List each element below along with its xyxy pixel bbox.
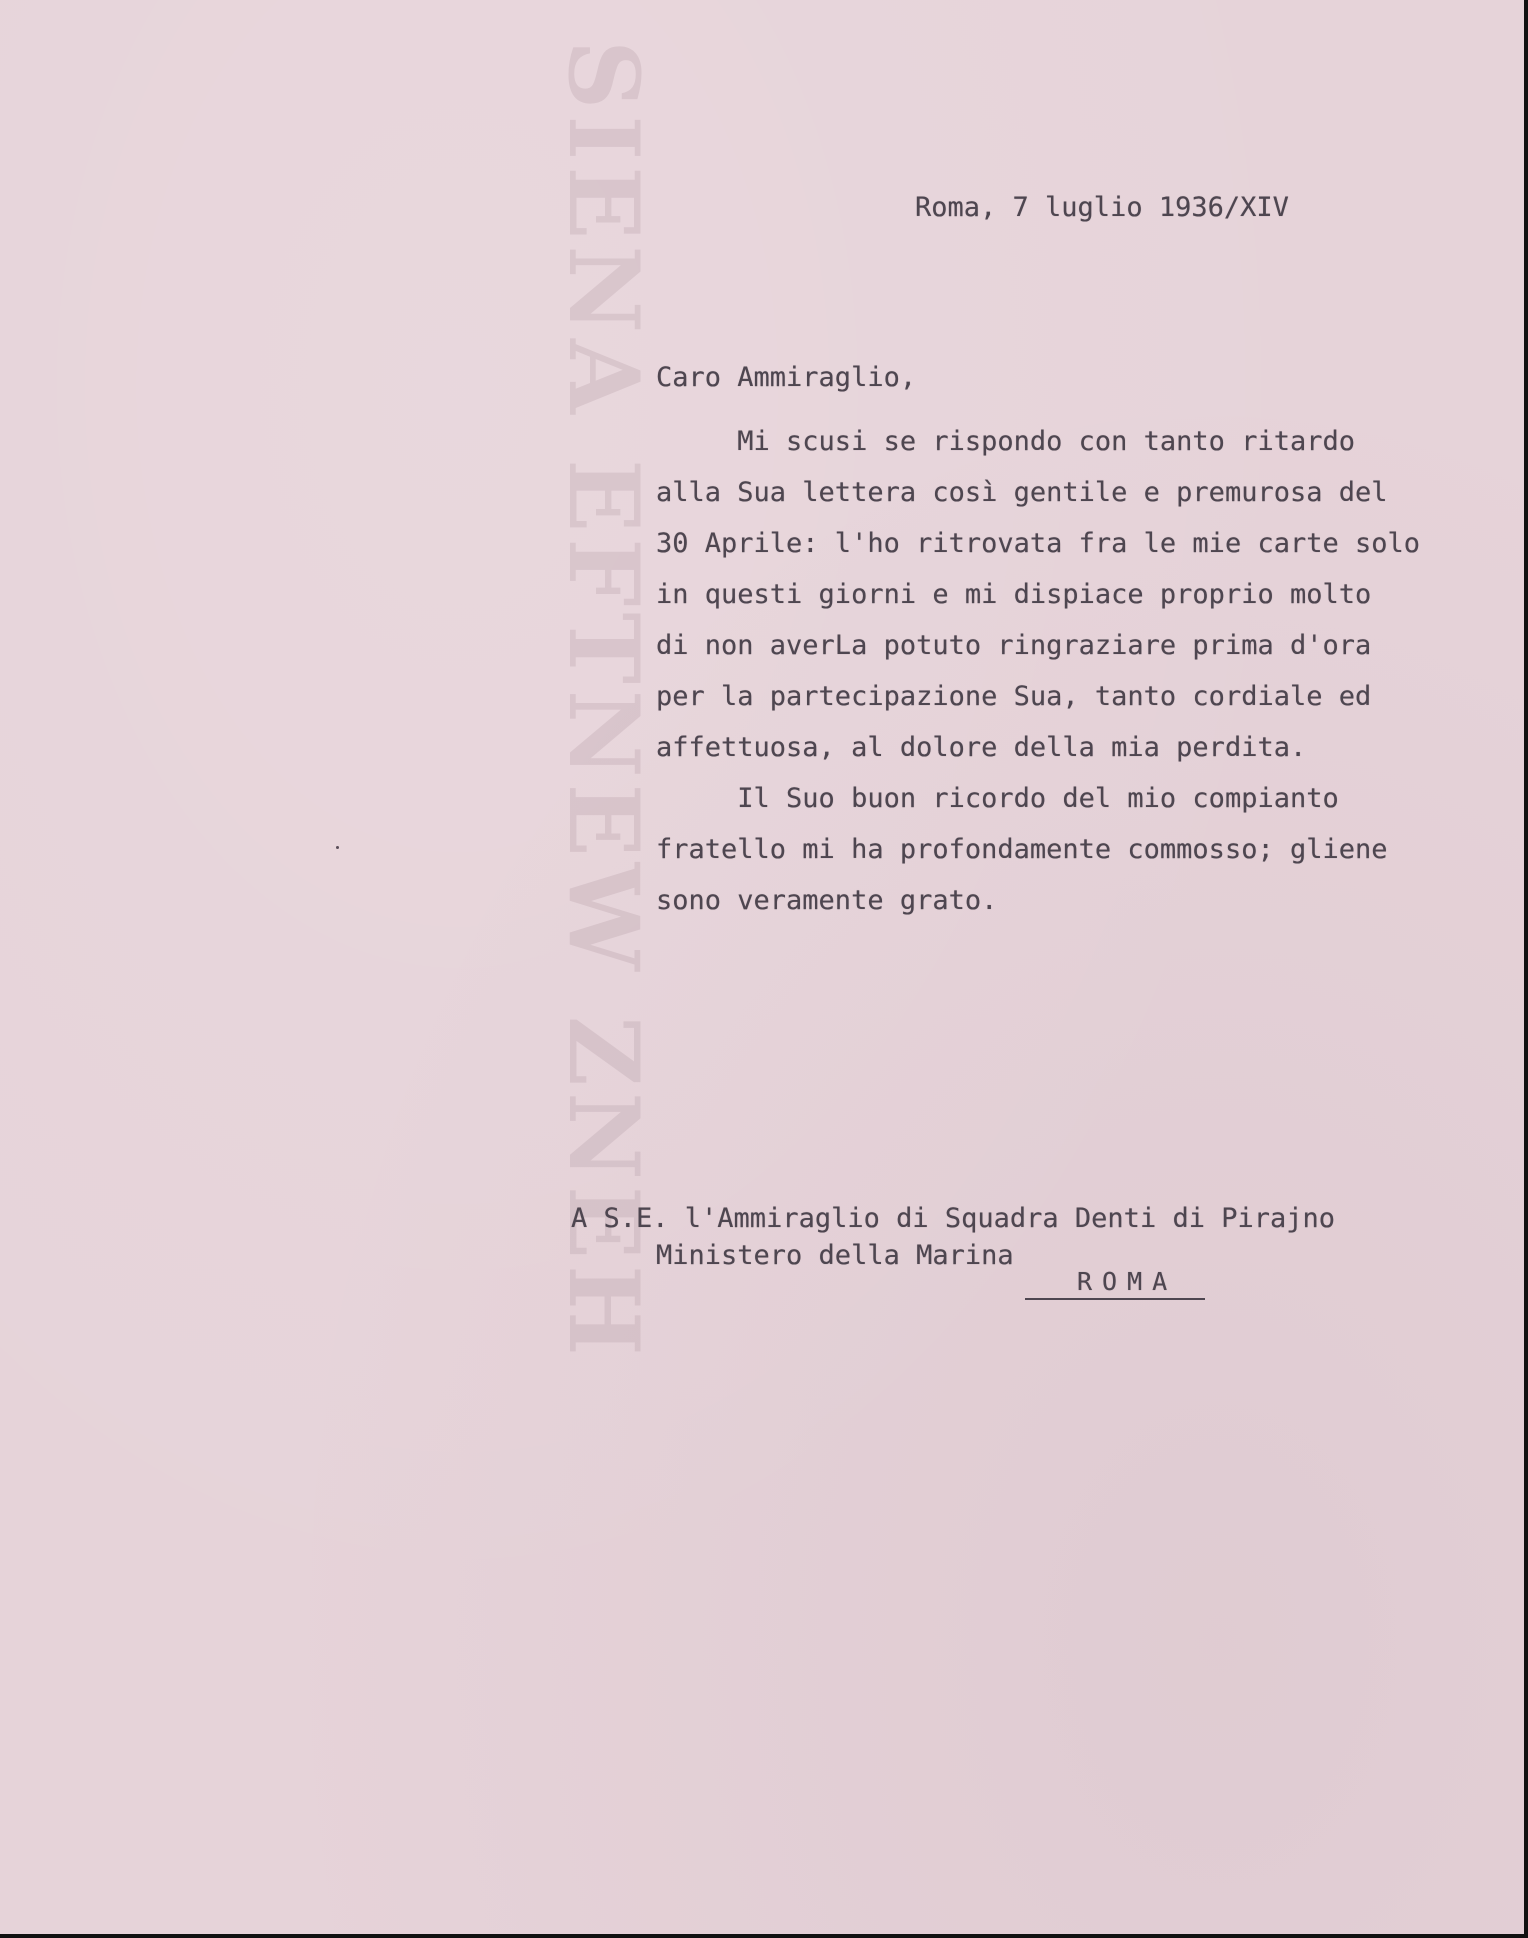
- body-line-9: fratello mi ha profondamente commosso; gliene: [656, 834, 1388, 865]
- date-line: Roma, 7 luglio 1936/XIV: [915, 192, 1289, 223]
- body-line-7: affettuosa, al dolore della mia perdita.: [656, 732, 1307, 763]
- address-city: ROMA: [1025, 1266, 1205, 1300]
- body-line-6: per la partecipazione Sua, tanto cordiale ed: [656, 681, 1372, 712]
- address-line-2: Ministero della Marina: [656, 1240, 1014, 1271]
- body-line-1: Mi scusi se rispondo con tanto ritardo: [656, 426, 1355, 457]
- salutation: Caro Ammiraglio,: [656, 362, 917, 393]
- body-line-5: di non averLa potuto ringraziare prima d'ora: [656, 630, 1372, 661]
- paper-speck: [336, 846, 339, 849]
- body-line-3: 30 Aprile: l'ho ritrovata fra le mie carte solo: [656, 528, 1421, 559]
- body-line-10: sono veramente grato.: [656, 885, 998, 916]
- address-line-1: A S.E. l'Ammiraglio di Squadra Denti di Pirajno: [571, 1203, 1336, 1234]
- body-line-8: Il Suo buon ricordo del mio compianto: [656, 783, 1339, 814]
- body-line-2: alla Sua lettera così gentile e premurosa del: [656, 477, 1388, 508]
- paper-watermark: SIENA EFTNEW ZNEH: [547, 40, 660, 1362]
- body-line-4: in questi giorni e mi dispiace proprio molto: [656, 579, 1372, 610]
